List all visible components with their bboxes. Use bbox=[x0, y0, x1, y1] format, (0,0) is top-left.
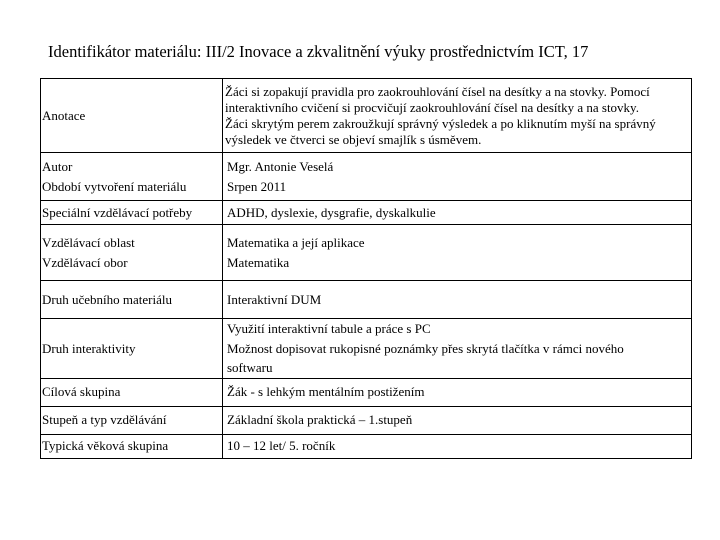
value-line: Možnost dopisovat rukopisné poznámky přes skrytá tlačítka v rámci nového bbox=[227, 340, 624, 356]
anotace-line: Žáci skrytým perem zakroužkují správný výsledek a po kliknutím myší na správný bbox=[225, 115, 656, 131]
value-specialni: ADHD, dyslexie, dysgrafie, dyskalkulie bbox=[223, 201, 692, 225]
value-druh-materialu: Interaktivní DUM bbox=[223, 281, 692, 319]
table-row-anotace bbox=[41, 79, 692, 153]
label-line: Autor bbox=[42, 159, 73, 174]
label-anotace: Anotace bbox=[41, 79, 223, 153]
value-line: Srpen 2011 bbox=[227, 178, 287, 194]
value-autor bbox=[223, 153, 692, 201]
value-cilova: Žák - s lehkým mentálním postižením bbox=[223, 378, 692, 406]
value-anotace bbox=[223, 79, 692, 153]
table-row-stupen bbox=[41, 406, 692, 434]
value-stupen: Základní škola praktická – 1.stupeň bbox=[223, 406, 692, 434]
table-row-vekova bbox=[41, 434, 692, 458]
label-cilova: Cílová skupina bbox=[41, 378, 223, 406]
table-row-cilova bbox=[41, 378, 692, 406]
value-druh-interaktivity bbox=[223, 319, 692, 379]
value-line: Matematika a její aplikace bbox=[227, 235, 365, 250]
label-specialni: Speciální vzdělávací potřeby bbox=[41, 201, 223, 225]
label-stupen: Stupeň a typ vzdělávání bbox=[41, 406, 223, 434]
table-row-druh-materialu bbox=[41, 281, 692, 319]
value-vekova: 10 – 12 let/ 5. ročník bbox=[223, 434, 692, 458]
label-druh-interaktivity: Druh interaktivity bbox=[41, 319, 223, 379]
material-metadata-table bbox=[40, 78, 692, 459]
page-title: Identifikátor materiálu: III/2 Inovace a zkvalitnění výuky prostřednictvím ICT, 17 bbox=[48, 42, 589, 61]
value-line: Mgr. Antonie Veselá bbox=[227, 159, 334, 174]
table-row-autor bbox=[41, 153, 692, 201]
label-druh-materialu: Druh učebního materiálu bbox=[41, 281, 223, 319]
table-row-druh-interaktivity bbox=[41, 319, 692, 379]
anotace-line: výsledek ve čtverci se objeví smajlík s úsměvem. bbox=[225, 131, 482, 147]
label-vekova: Typická věková skupina bbox=[41, 434, 223, 458]
value-line: Matematika bbox=[227, 254, 290, 270]
table-row-oblast bbox=[41, 225, 692, 281]
label-line: Vzdělávací obor bbox=[42, 254, 128, 270]
value-line: softwaru bbox=[227, 360, 273, 375]
value-oblast bbox=[223, 225, 692, 281]
label-line: Vzdělávací oblast bbox=[42, 235, 135, 250]
anotace-line: Žáci si zopakují pravidla pro zaokrouhlování čísel na desítky a na stovky. Pomocí bbox=[225, 83, 650, 99]
table-row-specialni bbox=[41, 201, 692, 225]
label-oblast bbox=[41, 225, 223, 281]
label-autor bbox=[41, 153, 223, 201]
value-line: Využití interaktivní tabule a práce s PC bbox=[227, 321, 431, 336]
anotace-line: interaktivního cvičení si procvičují zaokrouhlování čísel na desítky a na stovky. bbox=[225, 99, 639, 115]
label-line: Období vytvoření materiálu bbox=[42, 178, 187, 194]
